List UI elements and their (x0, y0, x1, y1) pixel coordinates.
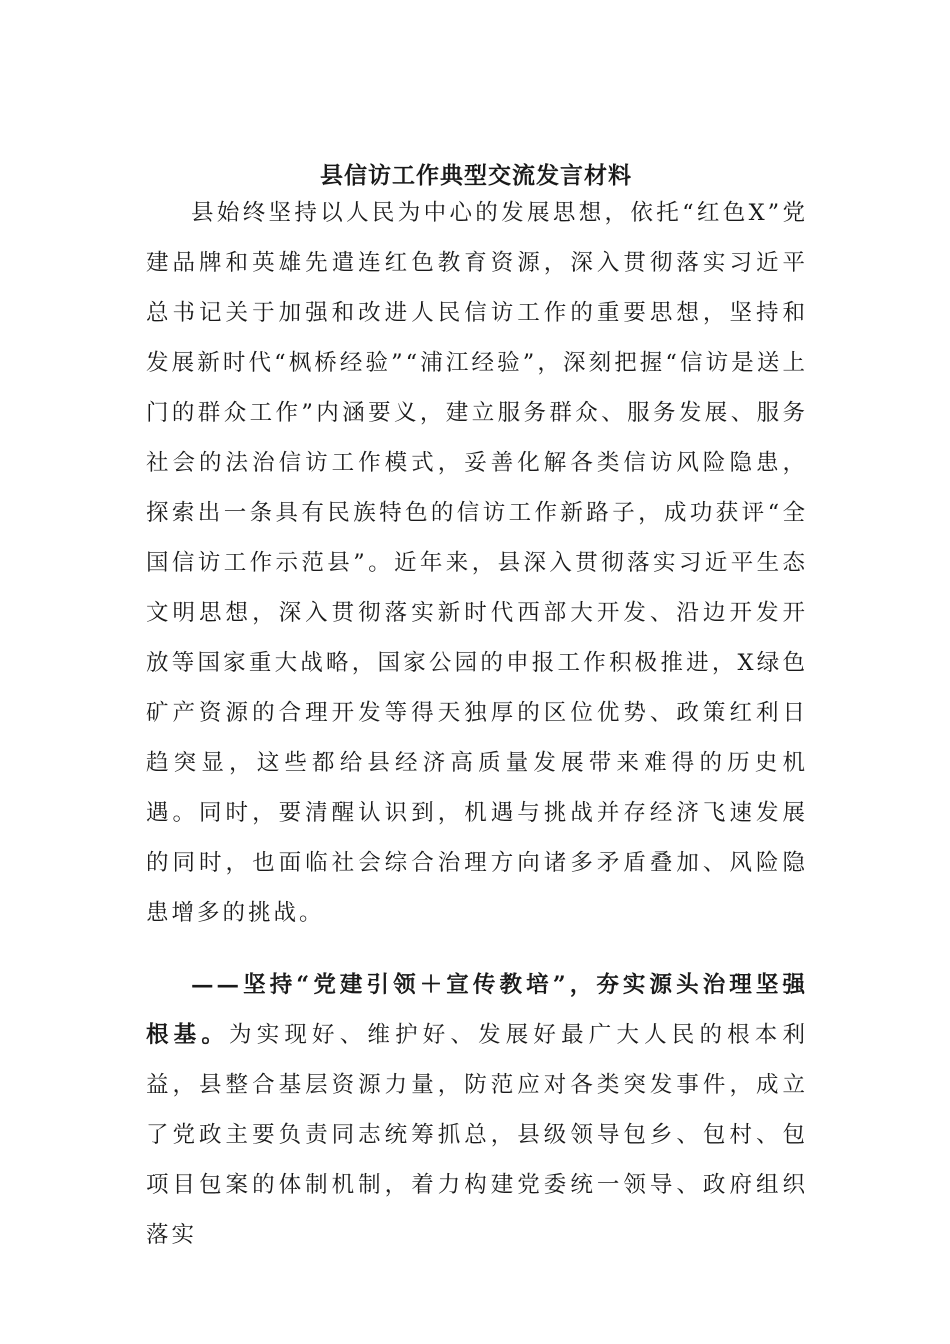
document-title: 县信访工作典型交流发言材料 (320, 162, 632, 189)
paragraph-1-text: 县始终坚持以人民为中心的发展思想，依托“红色X”党建品牌和英雄先遣连红色教育资源，深入贯彻落实习近平总书记关于加强和改进人民信访工作的重要思想，坚持和发展新时代“枫桥经验”“浦江经验”，深刻把握“信访是送上门的群众工作”内涵要义，建立服务群众、服务发展、服务社会的法治信访工作模式，妥善化解各类信访风险隐患，探索出一条具有民族特色的信访工作新路子，成功获评“全国信访工作示范县”。近年来，县深入贯彻落实习近平生态文明思想，深入贯彻落实新时代西部大开发、沿边开发开放等国家重大战略，国家公园的申报工作积极推进，X绿色矿产资源的合理开发等得天独厚的区位优势、政策红利日趋突显，这些都给县经济高质量发展带来难得的历史机遇。同时，要清醒认识到，机遇与挑战并存经济飞速发展的同时，也面临社会综合治理方向诸多矛盾叠加、风险隐患增多的挑战。 (146, 200, 808, 926)
body-paragraph-2 (146, 960, 808, 1260)
body-paragraph-1 (146, 188, 808, 938)
paragraph-2-lead-heading: ——坚持“党建引领＋宣传教培”，夯实源头治理坚强根基。 (146, 972, 808, 1048)
paragraph-2-text: 为实现好、维护好、发展好最广大人民的根本利益，县整合基层资源力量，防范应对各类突发事件，成立了党政主要负责同志统筹抓总，县级领导包乡、包村、包项目包案的体制机制，着力构建党委统一领导、政府组织落实 (146, 1022, 808, 1248)
